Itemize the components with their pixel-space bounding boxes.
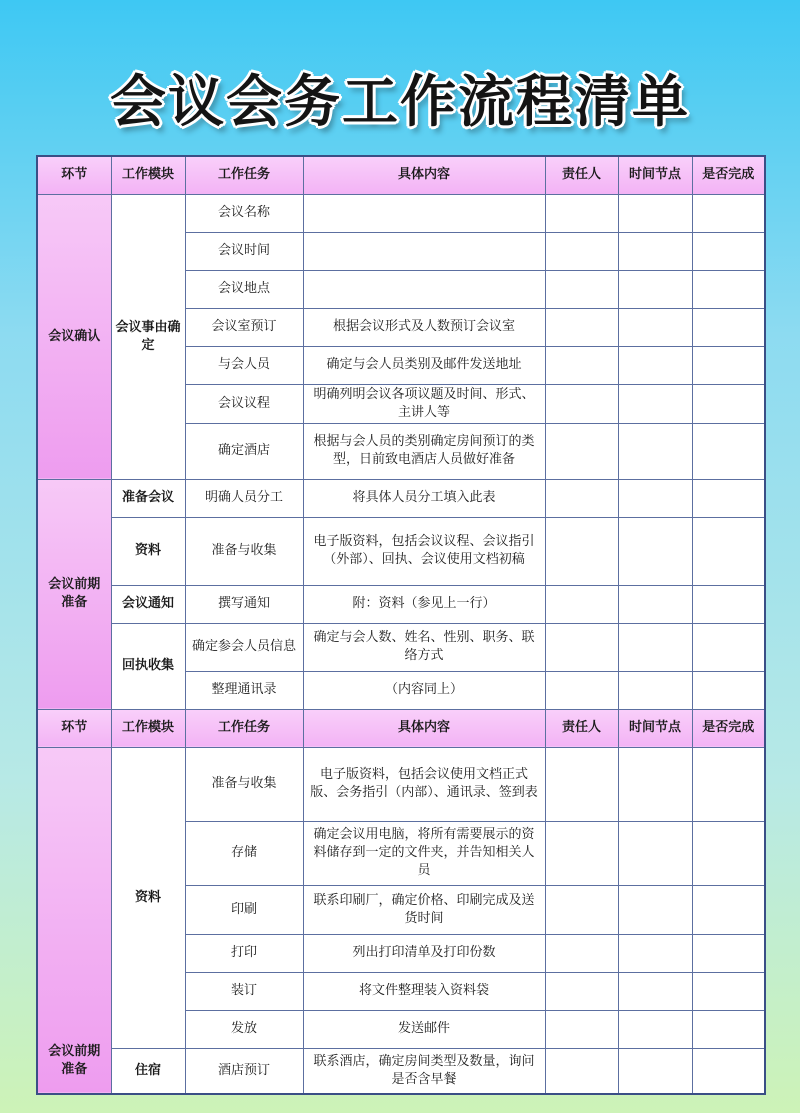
done-cell[interactable]	[692, 517, 765, 585]
header-task: 工作任务	[185, 709, 303, 747]
task-cell: 明确人员分工	[185, 479, 303, 517]
header-module: 工作模块	[111, 709, 185, 747]
content-cell: 根据会议形式及人数预订会议室	[303, 308, 545, 346]
task-cell: 打印	[185, 934, 303, 972]
content-cell: 确定与会人数、姓名、性别、职务、联络方式	[303, 623, 545, 671]
module-cell: 会议事由确定	[111, 194, 185, 479]
owner-cell[interactable]	[545, 194, 618, 232]
deadline-cell[interactable]	[618, 517, 692, 585]
deadline-cell[interactable]	[618, 585, 692, 623]
header-row	[37, 156, 765, 194]
owner-cell[interactable]	[545, 517, 618, 585]
task-cell: 确定酒店	[185, 423, 303, 479]
table-row	[37, 747, 765, 821]
deadline-cell[interactable]	[618, 346, 692, 384]
owner-cell[interactable]	[545, 885, 618, 934]
header-deadline: 时间节点	[618, 156, 692, 194]
task-cell: 整理通讯录	[185, 671, 303, 709]
deadline-cell[interactable]	[618, 1010, 692, 1048]
owner-cell[interactable]	[545, 585, 618, 623]
content-cell: （内容同上）	[303, 671, 545, 709]
owner-cell[interactable]	[545, 479, 618, 517]
deadline-cell[interactable]	[618, 885, 692, 934]
deadline-cell[interactable]	[618, 308, 692, 346]
owner-cell[interactable]	[545, 232, 618, 270]
done-cell[interactable]	[692, 934, 765, 972]
header-done: 是否完成	[692, 709, 765, 747]
content-cell: 发送邮件	[303, 1010, 545, 1048]
task-cell: 撰写通知	[185, 585, 303, 623]
deadline-cell[interactable]	[618, 821, 692, 885]
content-cell: 确定会议用电脑，将所有需要展示的资料储存到一定的文件夹，并告知相关人员	[303, 821, 545, 885]
header-stage: 环节	[37, 156, 111, 194]
done-cell[interactable]	[692, 346, 765, 384]
workflow-table	[36, 155, 766, 1095]
header-stage: 环节	[37, 709, 111, 747]
content-cell: 列出打印清单及打印份数	[303, 934, 545, 972]
done-cell[interactable]	[692, 1010, 765, 1048]
task-cell: 会议时间	[185, 232, 303, 270]
table-row	[37, 1048, 765, 1094]
header-task: 工作任务	[185, 156, 303, 194]
deadline-cell[interactable]	[618, 232, 692, 270]
deadline-cell[interactable]	[618, 270, 692, 308]
owner-cell[interactable]	[545, 423, 618, 479]
task-cell: 会议名称	[185, 194, 303, 232]
owner-cell[interactable]	[545, 934, 618, 972]
task-cell: 存储	[185, 821, 303, 885]
header-row	[37, 709, 765, 747]
module-cell: 回执收集	[111, 623, 185, 709]
deadline-cell[interactable]	[618, 972, 692, 1010]
content-cell: 联系印刷厂，确定价格、印刷完成及送货时间	[303, 885, 545, 934]
owner-cell[interactable]	[545, 747, 618, 821]
task-cell: 准备与收集	[185, 747, 303, 821]
table-row	[37, 194, 765, 232]
done-cell[interactable]	[692, 747, 765, 821]
deadline-cell[interactable]	[618, 194, 692, 232]
table-row	[37, 585, 765, 623]
owner-cell[interactable]	[545, 671, 618, 709]
owner-cell[interactable]	[545, 623, 618, 671]
done-cell[interactable]	[692, 479, 765, 517]
task-cell: 准备与收集	[185, 517, 303, 585]
header-owner: 责任人	[545, 156, 618, 194]
content-cell	[303, 270, 545, 308]
done-cell[interactable]	[692, 270, 765, 308]
done-cell[interactable]	[692, 972, 765, 1010]
owner-cell[interactable]	[545, 308, 618, 346]
content-cell: 电子版资料，包括会议使用文档正式版、会务指引（内部）、通讯录、签到表	[303, 747, 545, 821]
content-cell: 明确列明会议各项议题及时间、形式、主讲人等	[303, 384, 545, 423]
done-cell[interactable]	[692, 232, 765, 270]
header-module: 工作模块	[111, 156, 185, 194]
header-done: 是否完成	[692, 156, 765, 194]
deadline-cell[interactable]	[618, 479, 692, 517]
stage-cell: 会议确认	[37, 194, 111, 479]
owner-cell[interactable]	[545, 972, 618, 1010]
content-cell: 电子版资料，包括会议议程、会议指引（外部）、回执、会议使用文档初稿	[303, 517, 545, 585]
module-cell: 准备会议	[111, 479, 185, 517]
content-cell: 将具体人员分工填入此表	[303, 479, 545, 517]
owner-cell[interactable]	[545, 1048, 618, 1094]
deadline-cell[interactable]	[618, 1048, 692, 1094]
stage-cell: 会议前期准备	[37, 479, 111, 709]
owner-cell[interactable]	[545, 821, 618, 885]
page-title: 会议会务工作流程清单	[110, 70, 690, 135]
module-cell: 住宿	[111, 1048, 185, 1094]
content-cell: 联系酒店，确定房间类型及数量，询问是否含早餐	[303, 1048, 545, 1094]
deadline-cell[interactable]	[618, 934, 692, 972]
task-cell: 酒店预订	[185, 1048, 303, 1094]
table-row	[37, 623, 765, 671]
done-cell[interactable]	[692, 585, 765, 623]
module-cell: 资料	[111, 747, 185, 1048]
done-cell[interactable]	[692, 384, 765, 423]
task-cell: 发放	[185, 1010, 303, 1048]
header-content: 具体内容	[303, 709, 545, 747]
done-cell[interactable]	[692, 1048, 765, 1094]
done-cell[interactable]	[692, 308, 765, 346]
done-cell[interactable]	[692, 623, 765, 671]
module-cell: 会议通知	[111, 585, 185, 623]
deadline-cell[interactable]	[618, 747, 692, 821]
content-cell: 将文件整理装入资料袋	[303, 972, 545, 1010]
module-cell: 资料	[111, 517, 185, 585]
deadline-cell[interactable]	[618, 423, 692, 479]
header-owner: 责任人	[545, 709, 618, 747]
task-cell: 装订	[185, 972, 303, 1010]
owner-cell[interactable]	[545, 346, 618, 384]
table-row	[37, 479, 765, 517]
table-row	[37, 517, 765, 585]
deadline-cell[interactable]	[618, 671, 692, 709]
task-cell: 印刷	[185, 885, 303, 934]
stage-cell: 会议前期准备	[37, 747, 111, 1094]
done-cell[interactable]	[692, 194, 765, 232]
task-cell: 会议地点	[185, 270, 303, 308]
done-cell[interactable]	[692, 821, 765, 885]
deadline-cell[interactable]	[618, 384, 692, 423]
header-content: 具体内容	[303, 156, 545, 194]
content-cell: 根据与会人员的类别确定房间预订的类型，日前致电酒店人员做好准备	[303, 423, 545, 479]
content-cell	[303, 232, 545, 270]
done-cell[interactable]	[692, 671, 765, 709]
content-cell: 附：资料（参见上一行）	[303, 585, 545, 623]
owner-cell[interactable]	[545, 384, 618, 423]
task-cell: 与会人员	[185, 346, 303, 384]
done-cell[interactable]	[692, 885, 765, 934]
task-cell: 确定参会人员信息	[185, 623, 303, 671]
task-cell: 会议室预订	[185, 308, 303, 346]
task-cell: 会议议程	[185, 384, 303, 423]
owner-cell[interactable]	[545, 270, 618, 308]
owner-cell[interactable]	[545, 1010, 618, 1048]
header-deadline: 时间节点	[618, 709, 692, 747]
content-cell: 确定与会人员类别及邮件发送地址	[303, 346, 545, 384]
done-cell[interactable]	[692, 423, 765, 479]
deadline-cell[interactable]	[618, 623, 692, 671]
content-cell	[303, 194, 545, 232]
